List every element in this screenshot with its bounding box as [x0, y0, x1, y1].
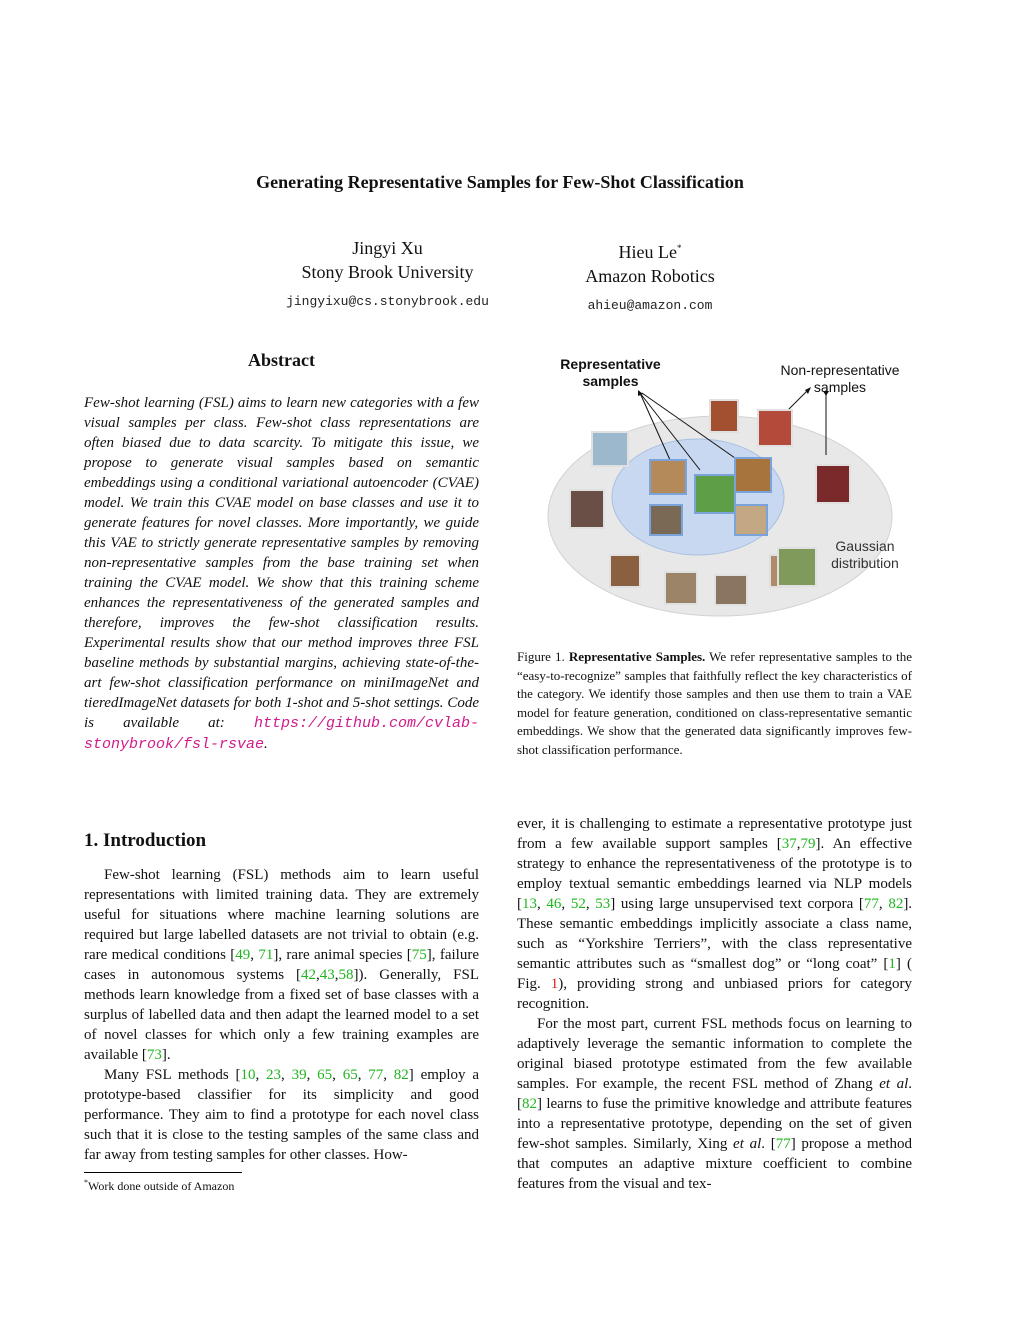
author-affiliation: Amazon Robotics [585, 266, 715, 286]
citation-link[interactable]: 37 [781, 836, 797, 852]
nonrep-photo [778, 548, 816, 586]
label-nonrepresentative: Non-representative samples [780, 362, 900, 395]
citation-link[interactable]: 39 [291, 1067, 307, 1083]
citation-link[interactable]: 65 [317, 1067, 333, 1083]
intro-right-column [517, 814, 912, 1194]
label-gaussian-line1: Gaussian [835, 538, 895, 554]
abstract-heading: Abstract [248, 350, 315, 370]
rep-photo [650, 505, 682, 535]
abstract-end: . [264, 736, 268, 752]
citation-link[interactable]: 1 [888, 956, 896, 972]
figure-link[interactable]: 1 [550, 976, 559, 992]
citation-link[interactable]: 75 [411, 947, 427, 963]
citation-link[interactable]: 71 [258, 947, 274, 963]
author-block-1 [275, 236, 500, 314]
label-gaussian [820, 538, 910, 572]
author-block-2 [560, 236, 740, 318]
citation-link[interactable]: 73 [146, 1047, 162, 1063]
section-heading-introduction: 1. Introduction [84, 830, 207, 851]
citation-link[interactable]: 65 [342, 1067, 358, 1083]
figure-caption [517, 648, 912, 759]
author-name: Jingyi Xu [352, 238, 423, 258]
citation-link[interactable]: 42 [301, 967, 317, 983]
author-affiliation: Stony Brook University [301, 262, 474, 282]
author-email: jingyixu@cs.stonybrook.edu [286, 294, 489, 309]
figure-1 [530, 350, 920, 620]
citation-link[interactable]: 79 [800, 836, 816, 852]
caption-text: We refer representative samples to the “easy-to-recognize” samples that faithfully reflect the key characteristics of the category. We identify those samples and then use them to train a VAE model for feature generation, conditioned on class-representative semantic embeddings. We show that the generated data significantly improves few-shot classification performance. [517, 649, 912, 757]
citation-link[interactable]: 53 [595, 896, 611, 912]
nonrep-photo [570, 490, 604, 528]
paragraph: Few-shot learning (FSL) methods aim to learn useful representations with limited training data. They are extremely useful for situations where machine learning solutions are required but large labelled datasets are not trivial to obtain (e.g. rare medical conditions [49, 71], rare animal species [75], failure cases in autonomous systems [42,43,58]). Generally, FSL methods learn knowledge from a fixed set of base classes with a surplus of labelled data and then adapt the learned model to a set of novel classes for which only a few training examples are available [73]. [84, 867, 480, 1063]
nonrep-photo [715, 575, 747, 605]
citation-link[interactable]: 82 [393, 1067, 409, 1083]
abstract-body [84, 393, 479, 755]
citation-link[interactable]: 10 [240, 1067, 256, 1083]
rep-photo [735, 505, 767, 535]
nonrep-photo [665, 572, 697, 604]
citation-link[interactable]: 77 [863, 896, 879, 912]
paragraph: Many FSL methods [10, 23, 39, 65, 65, 77, 82] employ a prototype-based classifier for its simplicity and good performance. They aim to find a prototype for each novel class such that it is close to the testing samples of the same class and far away from testing samples for other classes. How- [84, 1067, 480, 1163]
citation-link[interactable]: 58 [338, 967, 354, 983]
citation-link[interactable]: 46 [546, 896, 562, 912]
citation-link[interactable]: 77 [775, 1136, 791, 1152]
label-gaussian-line2: distribution [831, 555, 899, 571]
author-name-line [560, 236, 740, 264]
citation-link[interactable]: 49 [235, 947, 251, 963]
citation-link[interactable]: 52 [570, 896, 586, 912]
nonrep-photo [758, 410, 792, 446]
nonrep-photo [610, 555, 640, 587]
citation-link[interactable]: 82 [522, 1096, 537, 1112]
author-name: Hieu Le [618, 242, 677, 262]
citation-link[interactable]: 23 [266, 1067, 282, 1083]
footnote-marker: * [84, 1178, 88, 1187]
author-email: ahieu@amazon.com [587, 298, 713, 313]
caption-prefix: Figure 1. [517, 649, 565, 664]
rep-photo [650, 460, 686, 494]
citation-link[interactable]: 82 [888, 896, 904, 912]
author-marker: * [676, 243, 682, 253]
nonrep-photo [816, 465, 850, 503]
intro-left-column [84, 865, 479, 1165]
label-representative: Representative samples [560, 356, 661, 389]
nonrep-photo [710, 400, 738, 432]
citation-link[interactable]: 43 [319, 967, 335, 983]
nonrep-photo [592, 432, 628, 466]
paper-title: Generating Representative Samples for Few-Shot Classification [256, 172, 744, 192]
citation-link[interactable]: 13 [522, 896, 537, 912]
rep-photo [735, 458, 771, 492]
rep-photo [695, 475, 735, 513]
paragraph: For the most part, current FSL methods focus on learning to adaptively leverage the semantic information to complete the original biased prototype estimated from the few available samples. For example, the recent FSL method of Zhang et al. [82] learns to fuse the primitive knowledge and attribute features into a representative prototype, depending on the set of given few-shot samples. Similarly, Xing et al. [77] propose a method that computes an adaptive mixture coefficient to combine features from the visual and tex- [517, 1016, 913, 1192]
abstract-text: Few-shot learning (FSL) aims to learn new categories with a few visual samples per class. Few-shot class representations are often biased due to data scarcity. To mitigate this issue, we propose to generate visual samples based on semantic embeddings using a conditional variational autoencoder (CVAE) model. We train this CVAE model on base classes and use it to generate features for novel classes. More importantly, we guide this VAE to strictly generate representative samples by removing non-representative samples from the base training set when training the CVAE model. We show that this training scheme enhances the representativeness of the generated samples and therefore, improves the few-shot classification results. Experimental results show that our method improves three FSL baseline methods by substantial margins, achieving state-of-the-art few-shot classification performance on miniImageNet and tieredImageNet datasets for both 1-shot and 5-shot settings. Code is available at: [84, 395, 479, 731]
footnote-rule [84, 1172, 242, 1173]
code-link[interactable]: https://github.com/cvlab-stonybrook/fsl-rsvae [84, 715, 479, 753]
paragraph: ever, it is challenging to estimate a representative prototype just from a few available support samples [37,79]. An effective strategy to enhance the representativeness of the prototype is to employ textual semantic embeddings learned via NLP models [13, 46, 52, 53] using large unsupervised text corpora [77, 82]. These semantic embeddings implicitly associate a class name, such as “Yorkshire Terriers”, with the class representative semantic attributes such as “smallest dog” or “long coat” [1] ( Fig. 1), providing strong and unbiased priors for category recognition. [517, 816, 913, 1012]
footnote [84, 1178, 234, 1194]
caption-bold: Representative Samples. [568, 649, 706, 664]
citation-link[interactable]: 77 [368, 1067, 384, 1083]
footnote-text: Work done outside of Amazon [88, 1179, 235, 1193]
